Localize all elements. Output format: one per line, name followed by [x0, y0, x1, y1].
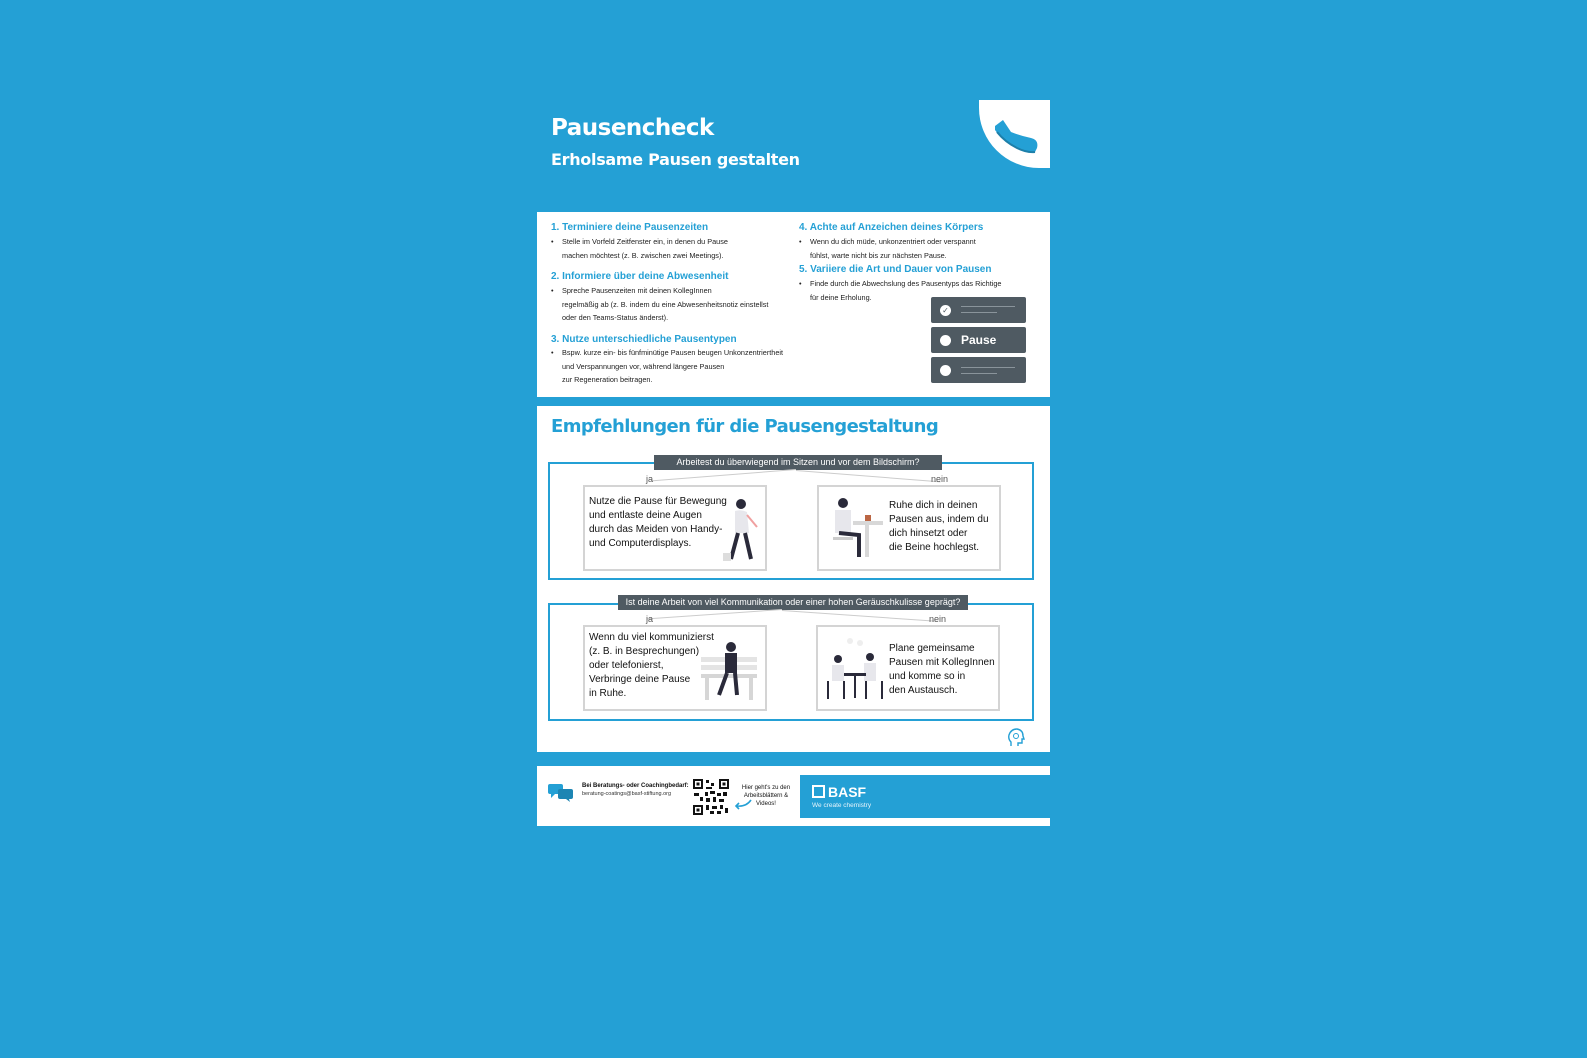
tip-body-5: • Finde durch die Abwechslung des Pausentyps das Richtige für deine Erholung.: [799, 277, 1001, 304]
card-quiet: [583, 625, 767, 711]
sitting-person-icon: [825, 493, 885, 563]
card-rest: [817, 485, 1001, 571]
checklist-illustration: [931, 297, 1026, 387]
footer-divider: [537, 760, 1050, 766]
card-quiet-text: Wenn du viel kommunizierst (z. B. in Besprechungen) oder telefonierst, Verbringe deine Pause in Ruhe.: [589, 632, 714, 699]
colleagues-table-icon: [824, 637, 886, 703]
tip-heading-1: 1. Terminiere deine Pausenzeiten: [551, 222, 709, 233]
radio-icon: [940, 365, 951, 376]
qr-hint-text: Hier geht's zu den Arbeitsblättern & Videos!: [741, 785, 791, 807]
basf-brand-block: [800, 775, 1050, 818]
question-label-2: Ist deine Arbeit von viel Kommunikation oder einer hohen Geräuschkulisse geprägt?: [618, 595, 968, 610]
answer-no-label: nein: [929, 614, 947, 624]
tip-heading-2: 2. Informiere über deine Abwesenheit: [551, 271, 729, 282]
card-movement-text: Nutze die Pause für Bewegung und entlaste deine Augen durch das Meiden von Handy- und Computerdisplays.: [589, 496, 727, 549]
checklist-item-pause: [931, 327, 1026, 353]
checklist-pause-label: Pause: [961, 333, 997, 347]
recommendations-panel: [537, 406, 1050, 752]
checklist-item-empty: [931, 357, 1026, 383]
card-rest-text: Ruhe dich in deinen Pausen aus, indem du dich hinsetzt oder die Beine hochlegst.: [889, 500, 989, 553]
tip-body-1: • Stelle im Vorfeld Zeitfenster ein, in denen du Pause machen möchtest (z. B. zwischen zwei Meetings).: [551, 235, 728, 262]
header: [537, 100, 1050, 212]
footer: [537, 760, 1050, 826]
page-title: Pausencheck: [551, 115, 714, 141]
tip-body-2: • Spreche Pausenzeiten mit deinen KollegInnen regelmäßig ab (z. B. indem du eine Abwesenheitsnotiz einstellst oder den Teams-Status änderst).: [551, 284, 768, 325]
radio-icon: [940, 335, 951, 346]
page-subtitle: Erholsame Pausen gestalten: [551, 150, 800, 169]
qr-code[interactable]: [692, 778, 730, 816]
tips-panel: [537, 212, 1050, 397]
card-movement: [583, 485, 767, 571]
shoe-icon: [991, 112, 1041, 154]
card-social: [816, 625, 1000, 711]
answer-yes-label: ja: [646, 474, 654, 484]
answer-no-label: nein: [931, 474, 949, 484]
tip-heading-3: 3. Nutze unterschiedliche Pausentypen: [551, 334, 737, 345]
head-lightbulb-icon: [1007, 728, 1025, 748]
recommendations-title: Empfehlungen für die Pausengestaltung: [551, 416, 939, 437]
chat-bubbles-icon: [548, 784, 574, 802]
poster: [537, 100, 1050, 826]
walking-person-icon: [723, 495, 759, 565]
tip-heading-5: 5. Variiere die Art und Dauer von Pausen: [799, 264, 992, 275]
check-icon: ✓: [940, 305, 951, 316]
contact-heading: Bei Beratungs- oder Coachingbedarf:: [582, 783, 689, 789]
shoe-badge: [979, 100, 1050, 168]
checklist-item-checked: [931, 297, 1026, 323]
contact-email-link[interactable]: beratung-coatings@basf-stiftung.org: [582, 791, 672, 797]
basf-tagline: We create chemistry: [812, 802, 872, 809]
tip-body-3: • Bspw. kurze ein- bis fünfminütige Pausen beugen Unkonzentriertheit und Verspannungen vor, während längere Pausen zur Regeneration beitragen.: [551, 346, 783, 387]
bench-person-icon: [701, 641, 761, 703]
answer-yes-label: ja: [646, 614, 654, 624]
curved-arrow-icon: [734, 798, 752, 810]
tip-body-4: • Wenn du dich müde, unkonzentriert oder verspannt fühlst, warte nicht bis zur nächsten Pause.: [799, 235, 976, 262]
basf-logo: BASF: [812, 784, 866, 800]
tip-heading-4: 4. Achte auf Anzeichen deines Körpers: [799, 222, 984, 233]
question-label-1: Arbeitest du überwiegend im Sitzen und vor dem Bildschirm?: [654, 455, 942, 470]
card-social-text: Plane gemeinsame Pausen mit KollegInnen und komme so in den Austausch.: [889, 643, 995, 696]
